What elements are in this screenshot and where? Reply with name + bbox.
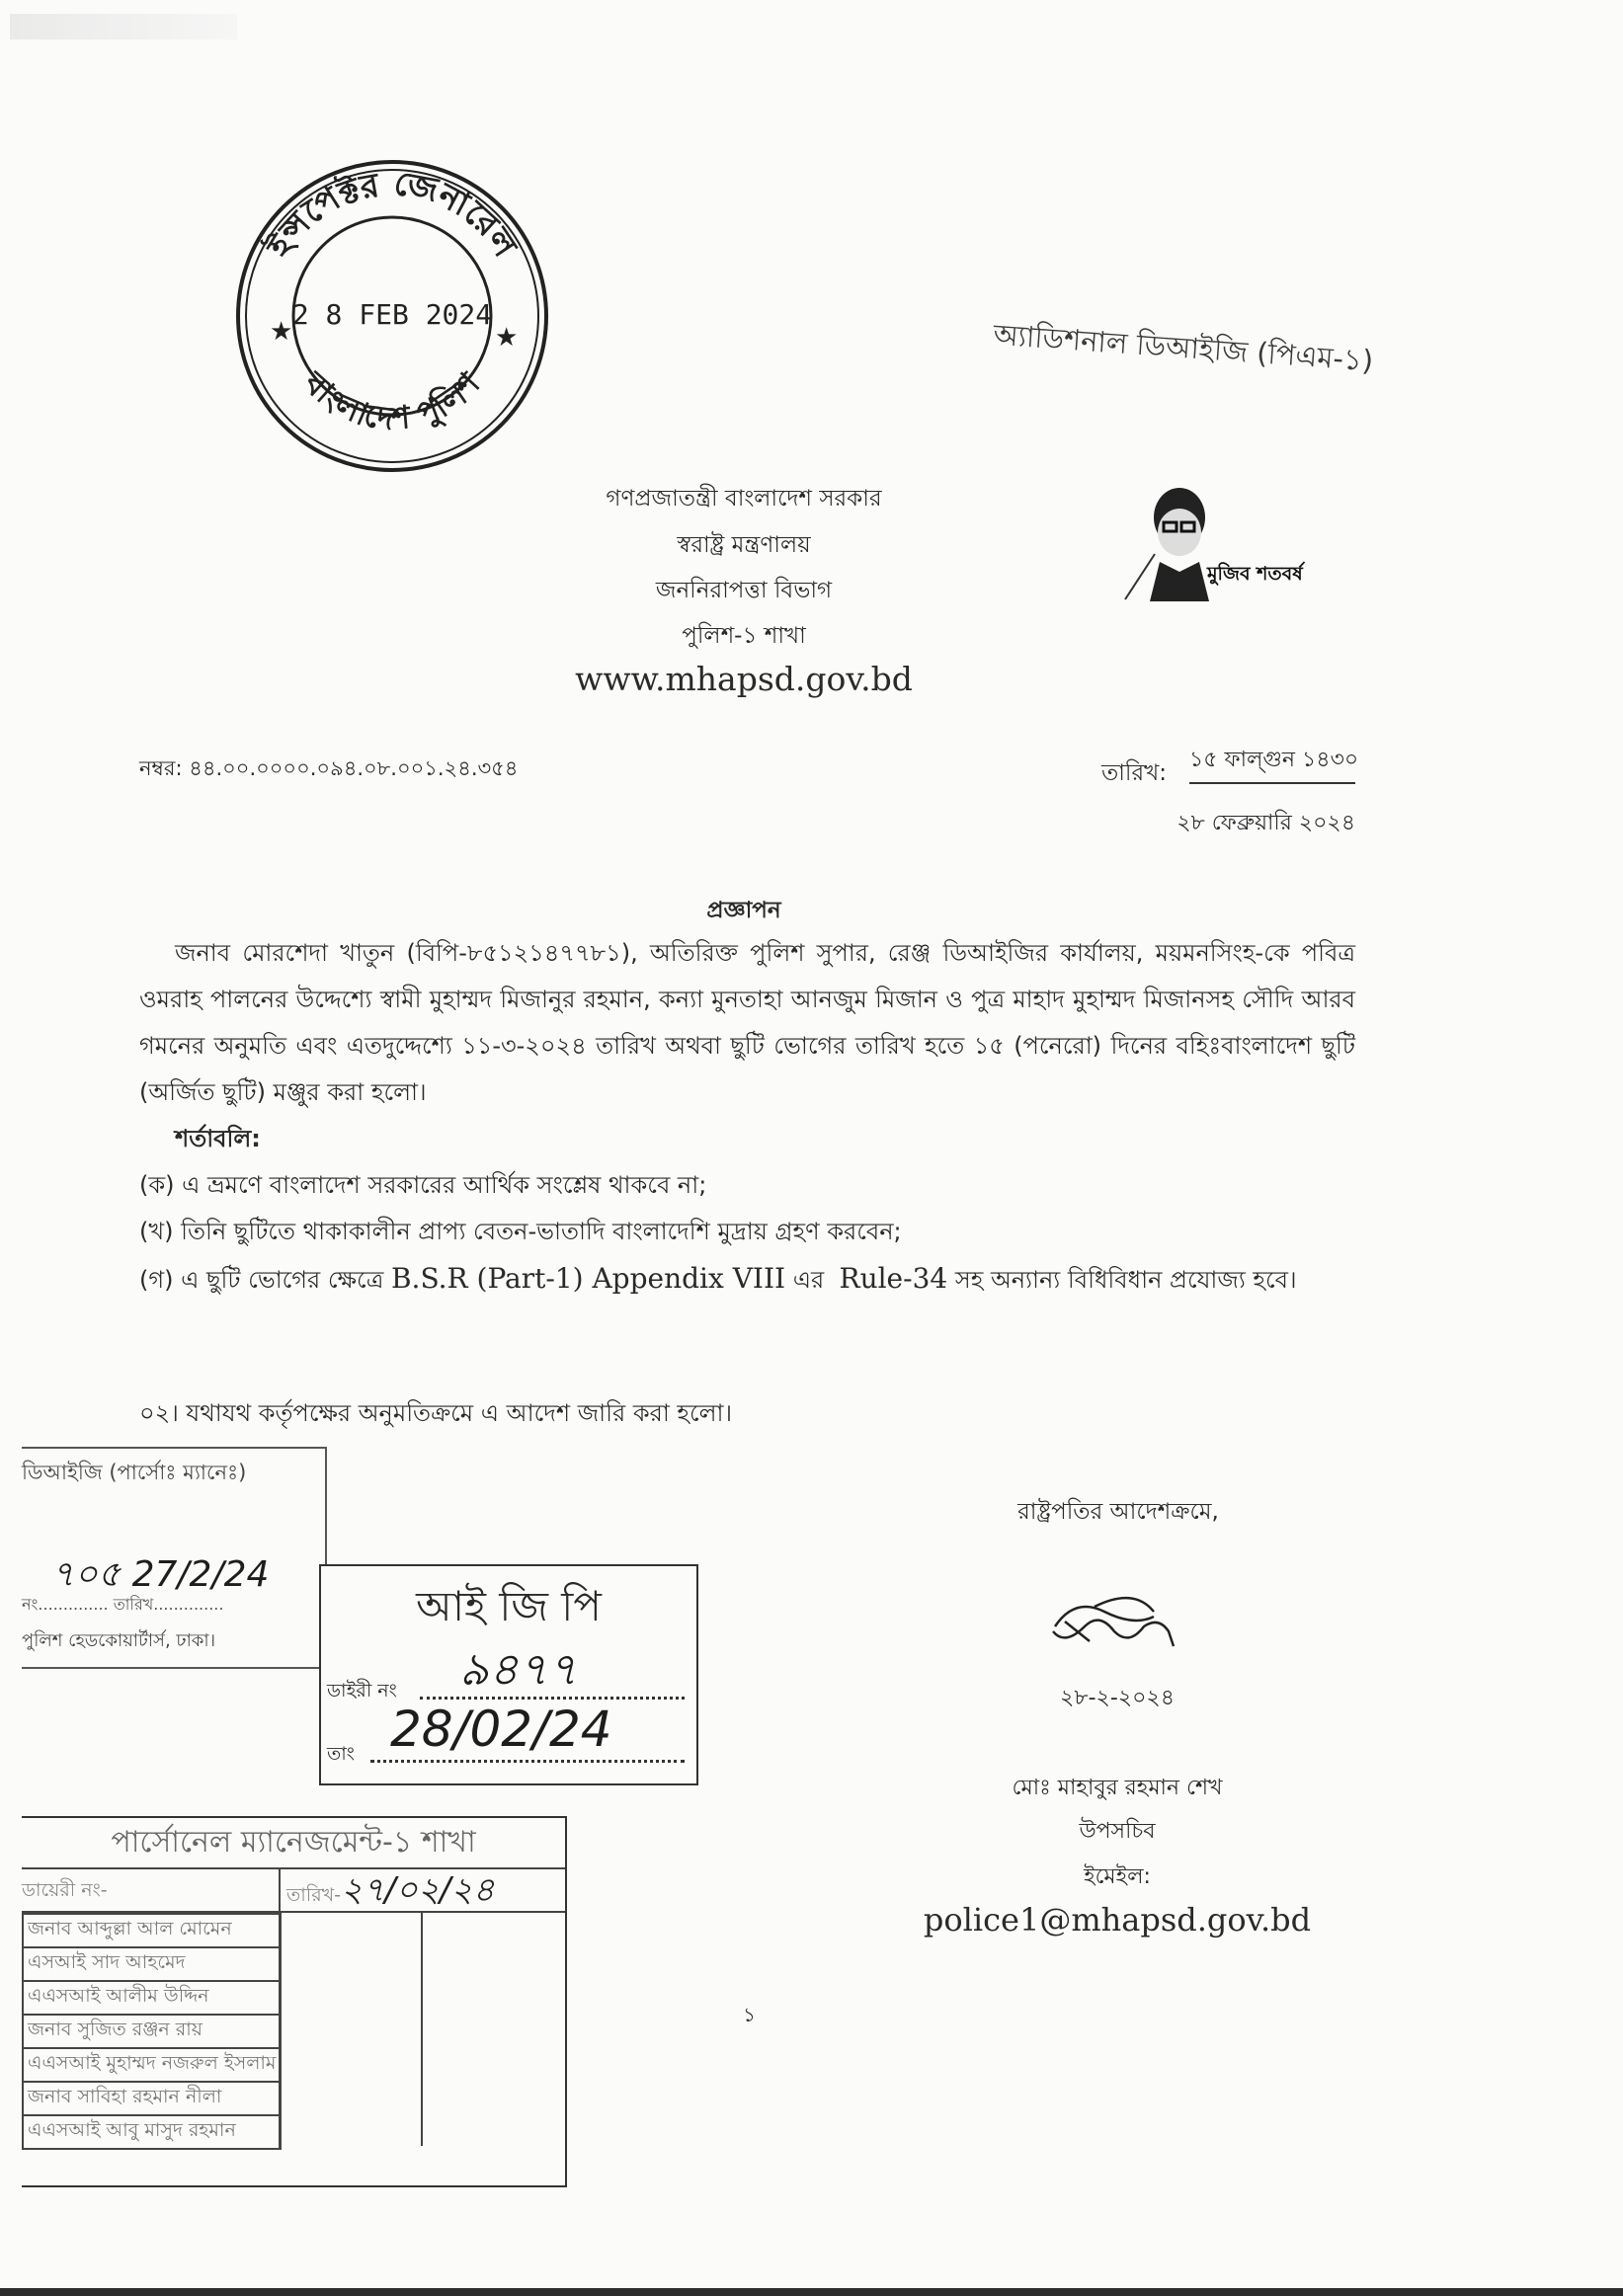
officer-row: এএসআই মুহাম্মদ নজরুল ইসলাম <box>23 2048 281 2082</box>
svg-text:ইন্সপেক্টর জেনারেল <box>258 164 526 266</box>
igp-stamp-title: আই জি পি <box>416 1582 602 1630</box>
star-icon: ★ <box>495 323 519 353</box>
igp-date: 28/02/24 <box>390 1701 612 1758</box>
condition-g-prefix: (গ) এ ছুটি ভোগের ক্ষেত্রে <box>139 1266 384 1294</box>
rule-reference: B.S.R (Part-1) Appendix VIII <box>390 1262 786 1295</box>
officer-row: জনাব আব্দুল্লা আল মোমেন <box>23 1914 281 1947</box>
email-label: ইমেইল: <box>1084 1864 1151 1889</box>
mujib-borsho-logo <box>1120 483 1303 601</box>
igp-date-label: তাং <box>327 1743 355 1765</box>
dig-receipt-stamp <box>22 1447 327 1669</box>
handwritten-signature <box>1045 1592 1183 1661</box>
inspector-general-seal-stamp <box>234 158 550 474</box>
date-label: তারিখ: <box>1101 760 1168 786</box>
condition-g-mid: এর <box>792 1266 825 1294</box>
signatory-email[interactable]: police1@mhapsd.gov.bd <box>923 1901 1312 1939</box>
dig-stamp-title: ডিআইজি (পার্সোঃ ম্যানেঃ) <box>22 1461 247 1484</box>
date-gregorian: ২৮ ফেব্রুয়ারি ২০২৪ <box>1177 811 1355 835</box>
star-icon: ★ <box>270 317 293 347</box>
logo-text: মুজিব শতবর্ষ <box>1207 563 1303 585</box>
officer-row: এসআই সাদ আহমেদ <box>23 1947 281 1981</box>
letterhead-website: www.mhapsd.gov.bd <box>575 660 913 698</box>
pm-stamp-title: পার্সোনেল ম্যানেজমেন্ট-১ শাখা <box>22 1818 565 1869</box>
officer-row: এএসআই আলীম উদ্দিন <box>23 1981 281 2015</box>
date-bangla: ১৫ ফাল্গুন ১৪৩০ <box>1189 743 1355 784</box>
igp-diary-number: ৯৪৭৭ <box>459 1642 578 1696</box>
notice-body <box>139 930 1355 1304</box>
letterhead-line: পুলিশ-১ শাখা <box>682 623 806 649</box>
dig-stamp-handwritten: ৭০৫ 27/2/24 <box>51 1554 270 1595</box>
seal-bottom-text: বাংলাদেশ পুলিশ <box>296 363 488 437</box>
clause-02: ০২। যথাযথ কর্তৃপক্ষের অনুমতিক্রমে এ আদেশ জারি করা হলো। <box>139 1399 733 1427</box>
seal-top-text: ইন্সপেক্টর জেনারেল <box>259 163 526 265</box>
by-order-text: রাষ্ট্রপতির আদেশক্রমে, <box>1017 1499 1219 1525</box>
pm-officer-list <box>22 1913 282 2150</box>
officer-row: জনাব সুজিত রঞ্জন রায় <box>23 2015 281 2048</box>
letterhead-line: গণপ্রজাতন্ত্রী বাংলাদেশ সরকার <box>606 486 882 512</box>
pm-blank-column <box>423 1913 565 2150</box>
condition-item <box>139 1255 1355 1304</box>
igp-diary-label: ডাইরী নং <box>327 1680 397 1702</box>
rule-reference: Rule-34 <box>839 1262 948 1295</box>
dig-stamp-labels: নং.............. তারিখ.............. <box>22 1595 224 1614</box>
dig-stamp-office: পুলিশ হেডকোয়ার্টার্স, ঢাকা। <box>22 1630 216 1651</box>
notice-title: প্রজ্ঞাপন <box>706 898 781 923</box>
pm-date-label: তারিখ- <box>286 1884 341 1906</box>
signatory-name: মোঃ মাহাবুর রহমান শেখ <box>1012 1776 1223 1800</box>
signed-date: ২৮-২-২০২৪ <box>1060 1686 1175 1710</box>
condition-item: (খ) তিনি ছুটিতে থাকাকালীন প্রাপ্য বেতন-ভাতাদি বাংলাদেশি মুদ্রায় গ্রহণ করবেন; <box>139 1218 902 1245</box>
condition-item: (ক) এ ভ্রমণে বাংলাদেশ সরকারের আর্থিক সংশ্লেষ থাকবে না; <box>139 1171 707 1199</box>
letterhead-line: জননিরাপত্তা বিভাগ <box>655 578 833 603</box>
routing-note: অ্যাডিশনাল ডিআইজি (পিএম-১) <box>992 317 1375 378</box>
scan-smudge <box>10 14 237 40</box>
pm-diary-label: ডায়েরী নং- <box>22 1869 281 1911</box>
seal-date: 2 8 FEB 2024 <box>291 298 493 331</box>
personnel-management-stamp <box>22 1816 567 2187</box>
condition-g-suffix: সহ অন্যান্য বিধিবিধান প্রযোজ্য হবে। <box>954 1266 1297 1294</box>
pm-date: ২৭/০২/২৪ <box>341 1870 495 1910</box>
pm-blank-column <box>281 1913 423 2146</box>
notice-paragraph: জনাব মোরশেদা খাতুন (বিপি-৮৫১২১৪৭৭৮১), অতিরিক্ত পুলিশ সুপার, রেঞ্জ ডিআইজির কার্যালয়, ময়মনসিংহ-কে পবিত্র ওমরাহ পালনের উদ্দেশ্যে স্বামী মুহাম্মদ মিজানুর রহমান, কন্যা মুনতাহা আনজুম মিজান ও পুত্র মাহাদ মুহাম্মদ মিজানসহ সৌদি আরব গমনের অনুমতি এবং এতদুদ্দেশ্যে ১১-৩-২০২৪ তারিখ অথবা ছুটি ভোগের তারিখ হতে ১৫ (পনেরো) দিনের বহিঃবাংলাদেশ ছুটি (অর্জিত ছুটি) মঞ্জুর করা হলো। <box>139 939 1355 1106</box>
letterhead-line: স্বরাষ্ট্র মন্ত্রণালয় <box>677 532 811 558</box>
officer-row: এএসআই আবু মাসুদ রহমান <box>23 2115 281 2149</box>
page-number: ১ <box>743 2003 756 2026</box>
conditions-title: শর্তাবলি: <box>175 1125 261 1152</box>
igp-diary-stamp <box>319 1564 698 1785</box>
scan-border <box>0 2288 1623 2296</box>
memo-number: নম্বর: ৪৪.০০.০০০০.০৯৪.০৮.০০১.২৪.৩৫৪ <box>139 756 519 780</box>
svg-text:বাংলাদেশ পুলিশ <box>296 363 488 437</box>
signatory-designation: উপসচিব <box>1079 1819 1156 1844</box>
officer-row: জনাব সাবিহা রহমান নীলা <box>23 2082 281 2115</box>
